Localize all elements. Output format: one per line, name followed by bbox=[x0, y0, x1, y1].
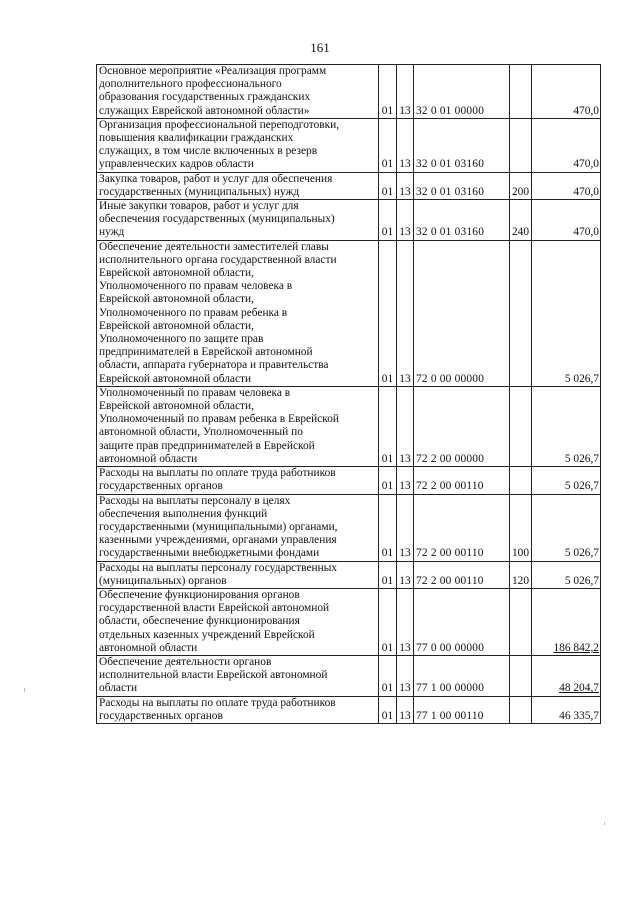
row-csr-cell: 72 2 00 00110 bbox=[414, 467, 510, 494]
row-sum-value: 5 026,7 bbox=[564, 547, 599, 560]
row-name-cell: Уполномоченный по правам человека в Еврейской автономной области, Уполномоченный по правам ребенка в Еврейской автономной области, Уполномоченный по защите прав предпринимателей в Еврейской автономной области bbox=[97, 386, 379, 466]
page-number: 161 bbox=[310, 40, 330, 55]
row-sum-value: 186 842,2 bbox=[553, 641, 599, 654]
row-csr-cell: 32 0 01 03160 bbox=[414, 118, 510, 172]
row-sum-value: 48 204,7 bbox=[559, 682, 599, 695]
table-row bbox=[97, 588, 601, 655]
row-pr-cell: 13 bbox=[397, 118, 414, 172]
table-row bbox=[97, 118, 601, 172]
row-sum-value: 470,0 bbox=[573, 104, 599, 117]
table-row bbox=[97, 200, 601, 241]
row-vr-cell: 100 bbox=[510, 494, 532, 561]
row-sum-cell bbox=[532, 561, 601, 588]
row-pr-cell: 13 bbox=[397, 200, 414, 241]
table-row bbox=[97, 172, 601, 199]
row-sum-value: 46 335,7 bbox=[559, 709, 599, 722]
row-pr-cell: 13 bbox=[397, 386, 414, 466]
row-csr-cell: 72 2 00 00000 bbox=[414, 386, 510, 466]
row-sum-cell bbox=[532, 655, 601, 696]
row-sum-cell bbox=[532, 240, 601, 386]
table-row bbox=[97, 696, 601, 723]
row-rz-cell: 01 bbox=[379, 588, 397, 655]
row-sum-cell bbox=[532, 467, 601, 494]
row-sum-cell bbox=[532, 118, 601, 172]
row-vr-cell bbox=[510, 655, 532, 696]
row-csr-cell: 32 0 01 03160 bbox=[414, 200, 510, 241]
row-rz-cell: 01 bbox=[379, 200, 397, 241]
row-sum-cell bbox=[532, 494, 601, 561]
row-rz-cell: 01 bbox=[379, 386, 397, 466]
row-vr-cell: 240 bbox=[510, 200, 532, 241]
row-rz-cell: 01 bbox=[379, 65, 397, 119]
row-name-cell: Обеспечение функционирования органов государственной власти Еврейской автономной области, обеспечение функционирования отдельных казенных учреждений Еврейской автономной области bbox=[97, 588, 379, 655]
row-rz-cell: 01 bbox=[379, 696, 397, 723]
row-rz-cell: 01 bbox=[379, 240, 397, 386]
row-csr-cell: 72 0 00 00000 bbox=[414, 240, 510, 386]
row-name-cell: Расходы на выплаты по оплате труда работников государственных органов bbox=[97, 696, 379, 723]
row-vr-cell bbox=[510, 386, 532, 466]
scan-mark bbox=[24, 688, 25, 692]
row-pr-cell: 13 bbox=[397, 696, 414, 723]
row-pr-cell: 13 bbox=[397, 561, 414, 588]
row-pr-cell: 13 bbox=[397, 494, 414, 561]
row-sum-cell bbox=[532, 172, 601, 199]
row-vr-cell: 120 bbox=[510, 561, 532, 588]
row-pr-cell: 13 bbox=[397, 172, 414, 199]
row-rz-cell: 01 bbox=[379, 494, 397, 561]
row-csr-cell: 77 0 00 00000 bbox=[414, 588, 510, 655]
row-sum-cell bbox=[532, 386, 601, 466]
row-pr-cell: 13 bbox=[397, 655, 414, 696]
row-sum-value: 470,0 bbox=[573, 226, 599, 239]
row-pr-cell: 13 bbox=[397, 240, 414, 386]
row-pr-cell: 13 bbox=[397, 65, 414, 119]
row-vr-cell bbox=[510, 118, 532, 172]
row-vr-cell bbox=[510, 467, 532, 494]
row-vr-cell bbox=[510, 588, 532, 655]
row-name-cell: Расходы на выплаты по оплате труда работников государственных органов bbox=[97, 467, 379, 494]
row-sum-value: 5 026,7 bbox=[564, 372, 599, 385]
row-sum-cell bbox=[532, 200, 601, 241]
row-sum-value: 5 026,7 bbox=[564, 452, 599, 465]
row-vr-cell bbox=[510, 240, 532, 386]
row-csr-cell: 72 2 00 00110 bbox=[414, 494, 510, 561]
row-vr-cell bbox=[510, 65, 532, 119]
row-name-cell: Обеспечение деятельности заместителей главы исполнительного органа государственной власти Еврейской автономной области, Уполномоченного по правам человека в Еврейской автономной области, Уполномоченного по правам ребенка в Еврейской автономной области, Уполномоченного по защите прав предпринимателей в Еврейской автономной области, аппарата губернатора и правительства Еврейской автономной области bbox=[97, 240, 379, 386]
row-rz-cell: 01 bbox=[379, 655, 397, 696]
table-row bbox=[97, 65, 601, 119]
table-row bbox=[97, 240, 601, 386]
row-csr-cell: 77 1 00 00000 bbox=[414, 655, 510, 696]
row-rz-cell: 01 bbox=[379, 467, 397, 494]
table-body bbox=[97, 65, 601, 724]
table-row bbox=[97, 494, 601, 561]
row-sum-cell bbox=[532, 696, 601, 723]
row-pr-cell: 13 bbox=[397, 467, 414, 494]
table-row bbox=[97, 467, 601, 494]
row-vr-cell: 200 bbox=[510, 172, 532, 199]
row-sum-value: 5 026,7 bbox=[564, 480, 599, 493]
row-csr-cell: 72 2 00 00110 bbox=[414, 561, 510, 588]
row-sum-value: 470,0 bbox=[573, 158, 599, 171]
row-sum-cell bbox=[532, 588, 601, 655]
table-row bbox=[97, 386, 601, 466]
row-sum-value: 470,0 bbox=[573, 185, 599, 198]
row-sum-value: 5 026,7 bbox=[564, 574, 599, 587]
row-name-cell: Основное мероприятие «Реализация программ дополнительного профессионального образования государственных гражданских служащих Еврейской автономной области» bbox=[97, 65, 379, 119]
row-rz-cell: 01 bbox=[379, 561, 397, 588]
row-rz-cell: 01 bbox=[379, 118, 397, 172]
table-row bbox=[97, 655, 601, 696]
row-sum-cell bbox=[532, 65, 601, 119]
budget-table bbox=[96, 64, 601, 724]
row-csr-cell: 77 1 00 00110 bbox=[414, 696, 510, 723]
row-csr-cell: 32 0 01 03160 bbox=[414, 172, 510, 199]
row-pr-cell: 13 bbox=[397, 588, 414, 655]
row-name-cell: Закупка товаров, работ и услуг для обеспечения государственных (муниципальных) нужд bbox=[97, 172, 379, 199]
row-rz-cell: 01 bbox=[379, 172, 397, 199]
row-name-cell: Иные закупки товаров, работ и услуг для обеспечения государственных (муниципальных) нужд bbox=[97, 200, 379, 241]
row-name-cell: Организация профессиональной переподготовки, повышения квалификации гражданских служащих, в том числе включенных в резерв управленческих кадров области bbox=[97, 118, 379, 172]
scan-mark bbox=[604, 822, 605, 825]
row-name-cell: Обеспечение деятельности органов исполнительной власти Еврейской автономной области bbox=[97, 655, 379, 696]
row-name-cell: Расходы на выплаты персоналу государственных (муниципальных) органов bbox=[97, 561, 379, 588]
row-name-cell: Расходы на выплаты персоналу в целях обеспечения выполнения функций государственными (муниципальными) органами, казенными учреждениями, органами управления государственными внебюджетными фондами bbox=[97, 494, 379, 561]
row-csr-cell: 32 0 01 00000 bbox=[414, 65, 510, 119]
table-row bbox=[97, 561, 601, 588]
row-vr-cell bbox=[510, 696, 532, 723]
